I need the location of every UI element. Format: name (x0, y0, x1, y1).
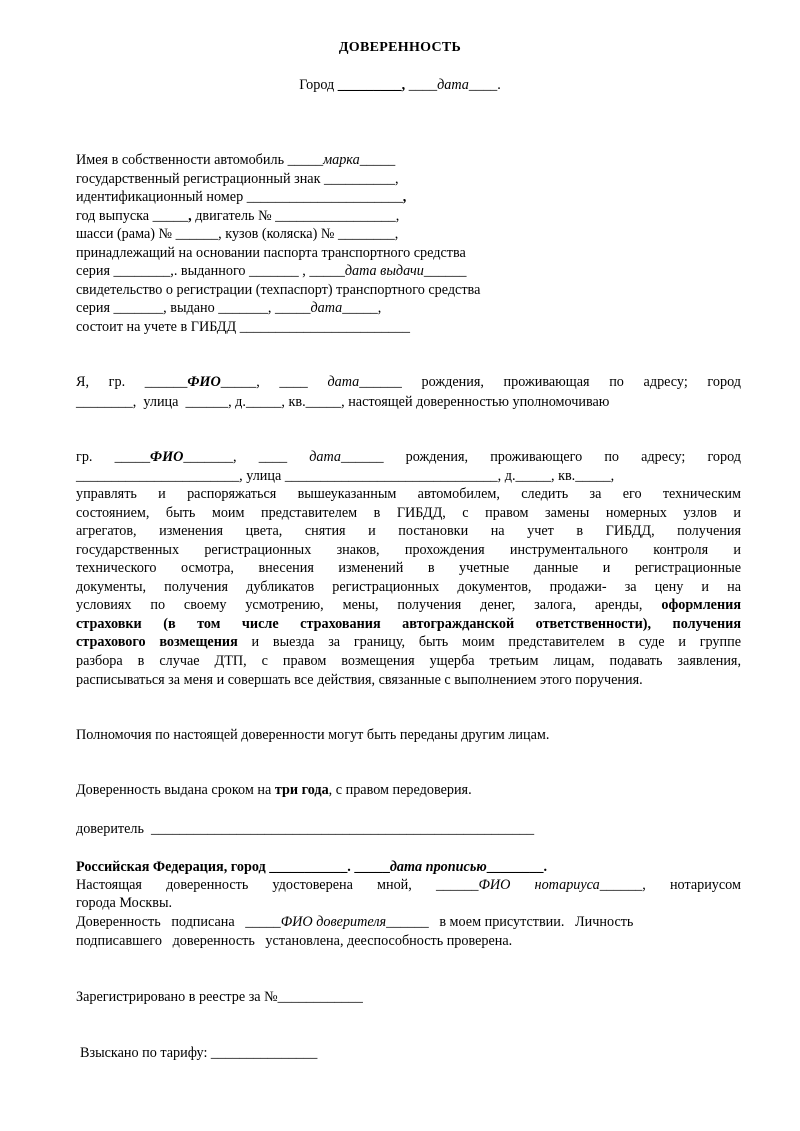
agent-date: дата (309, 449, 341, 465)
agent-line-2: _______________________, улица ______________________________, д._____, кв._____, (76, 468, 615, 484)
agent-line-1: гр. _____ФИО_______, ____ дата______ рождения, проживающего по адресу; город (76, 449, 741, 465)
powers-line-4: государственных регистрационных знаков, прохождения инструментального контроля и (76, 542, 741, 558)
city-blank[interactable]: _________ (337, 77, 402, 93)
powers-line-bold-start: условиях по своему усмотрению, мены, получения денег, залога, аренды, оформления (76, 597, 741, 613)
notary-line-4: Доверенность подписана _____ФИО доверителя______ в моем присутствии. Личность (76, 914, 634, 930)
document-title: ДОВЕРЕННОСТЬ (338, 40, 462, 55)
term-bold: три года (274, 782, 329, 798)
insurance-bold-1: оформления (661, 597, 741, 613)
vehicle-line-5: шасси (рама) № ______, кузов (коляска) № ________, (76, 226, 399, 242)
comma: , (401, 77, 406, 93)
powers-line-6: документы, получения дубликатов регистрационных документов, продажи- за цену и на (76, 579, 741, 595)
transfer-clause: Полномочия по настоящей доверенности могут быть переданы другим лицам. (76, 727, 550, 743)
registry-line[interactable]: Зарегистрировано в реестре за №____________ (76, 989, 363, 1005)
notary-line-1: Российская Федерация, город ___________. _____дата прописью________. (76, 859, 547, 875)
powers-line-1: управлять и распоряжаться вышеуказанным автомобилем, следить за его техническим (76, 486, 741, 502)
principal-line-2: ________, улица ______, д._____, кв._____, настоящей доверенностью уполномочиваю (76, 394, 610, 410)
insurance-bold-3: страхового возмещения (76, 634, 238, 650)
city-label: Город (299, 77, 335, 93)
date-blank-pre: ____ (408, 77, 438, 93)
grantor-fio: ФИО доверителя (280, 914, 387, 930)
powers-line-bold-end: страхового возмещения и выезда за границу, быть моим представителем в суде и группе (76, 634, 742, 650)
date-in-words: дата прописью (389, 859, 487, 875)
date-placeholder: дата (437, 77, 469, 93)
vehicle-line-8: свидетельство о регистрации (техпаспорт) транспортного средства (76, 282, 481, 298)
powers-line-15: расписываться за меня и совершать все действия, связанные с выполнением этого поручения. (76, 672, 643, 688)
notary-line-3: города Москвы. (76, 895, 173, 911)
placeholder-italic: дата (310, 300, 343, 316)
grantor-signature-line[interactable]: доверитель ______________________________________________________ (76, 821, 535, 837)
principal-fio: ФИО (187, 374, 221, 390)
insurance-bold-2: страховки (в том числе страхования автогражданской ответственности), получения (76, 616, 741, 632)
powers-line-3: агрегатов, изменения цвета, снятия и постановки на учет в ГИБДД, получения (76, 523, 741, 539)
date-blank-post: ____. (468, 77, 501, 93)
vehicle-line-6: принадлежащий на основании паспорта транспортного средства (76, 245, 466, 261)
vehicle-line-4: год выпуска _____, двигатель № _________________, (76, 208, 400, 224)
vehicle-line-1: Имея в собственности автомобиль _____марка_____ (76, 152, 396, 168)
principal-line-1: Я, гр. ______ФИО_____, ____ дата______ рождения, проживающая по адресу; город (76, 374, 741, 390)
vehicle-line-2: государственный регистрационный знак __________, (76, 171, 399, 187)
notary-line-2: Настоящая доверенность удостоверена мной, ______ФИО нотариуса______, нотариусом (76, 877, 741, 893)
vehicle-line-9: серия _______, выдано _______, _____дата_____, (76, 300, 382, 316)
vehicle-line-7: серия ________,. выданного _______ , _____дата выдачи______ (76, 263, 467, 279)
vehicle-line-10: состоит на учете в ГИБДД ________________________ (76, 319, 410, 335)
term-clause: Доверенность выдана сроком на три года, с правом передоверия. (76, 782, 472, 798)
powers-line-bold (76, 615, 741, 634)
powers-line-14: разбора в случае ДТП, с правом возмещения ущерба третьим лицам, подавать заявления, (76, 653, 741, 669)
powers-line-5: технического осмотра, внесения изменений в учетные данные и регистрационные (76, 560, 741, 576)
agent-fio: ФИО (150, 449, 184, 465)
vehicle-line-3: идентификационный номер ______________________, (76, 189, 407, 205)
placeholder-italic: дата выдачи (344, 263, 424, 279)
powers-line-2: состоянием, быть моим представителем в ГИБДД, с правом замены номерных узлов и (76, 505, 741, 521)
tariff-line[interactable]: Взыскано по тарифу: _______________ (80, 1045, 318, 1061)
notary-line-5: подписавшего доверенность установлена, дееспособность проверена. (76, 933, 513, 949)
principal-date: дата (327, 374, 360, 390)
city-date-line (0, 76, 800, 95)
notary-fio: ФИО нотариуса (478, 877, 600, 893)
placeholder-italic: марка (323, 152, 360, 168)
